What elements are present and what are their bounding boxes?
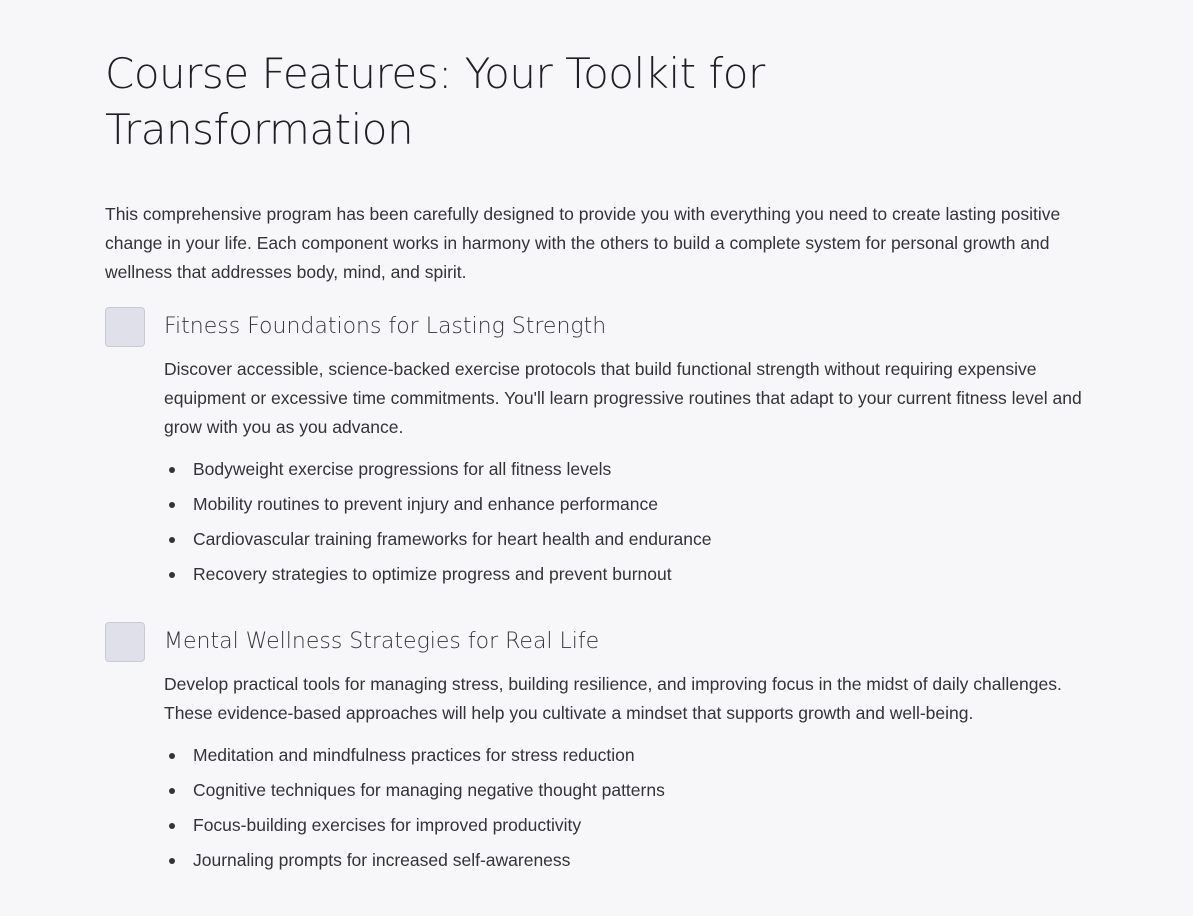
feature-icon-placeholder [105,622,145,662]
feature-list [164,738,1095,878]
list-item: Journaling prompts for increased self-awareness [164,843,1095,878]
feature-icon-placeholder [105,307,145,347]
intro-paragraph: This comprehensive program has been carefully designed to provide you with everything you need to create lasting positive change in your life. Each component works in harmony with the others to build a complete system for personal growth and wellness that addresses body, mind, and spirit. [105,204,1061,282]
list-item: Cardiovascular training frameworks for heart health and endurance [164,522,1095,557]
feature-description: Develop practical tools for managing stress, building resilience, and improving focus in the midst of daily challenges. These evidence-based approaches will help you cultivate a mindset that supports growth and well-being. [164,674,1062,723]
list-item: Mobility routines to prevent injury and enhance performance [164,487,1095,522]
list-item: Meditation and mindfulness practices for stress reduction [164,738,1095,773]
list-item: Bodyweight exercise progressions for all fitness levels [164,452,1095,487]
list-item: Cognitive techniques for managing negative thought patterns [164,773,1095,808]
page-title: Course Features: Your Toolkit for Transformation [105,49,765,154]
feature-list [164,452,1095,592]
feature-title: Fitness Foundations for Lasting Strength [164,314,607,339]
page-content [105,46,1095,878]
feature-title: Mental Wellness Strategies for Real Life [164,629,600,654]
list-item: Recovery strategies to optimize progress and prevent burnout [164,557,1095,592]
feature-mental-wellness [105,622,1095,878]
feature-description: Discover accessible, science-backed exercise protocols that build functional strength without requiring expensive equipment or excessive time commitments. You'll learn progressive routines that adapt to your current fitness level and grow with you as you advance. [164,359,1082,437]
list-item: Focus-building exercises for improved productivity [164,808,1095,843]
feature-fitness [105,307,1095,592]
